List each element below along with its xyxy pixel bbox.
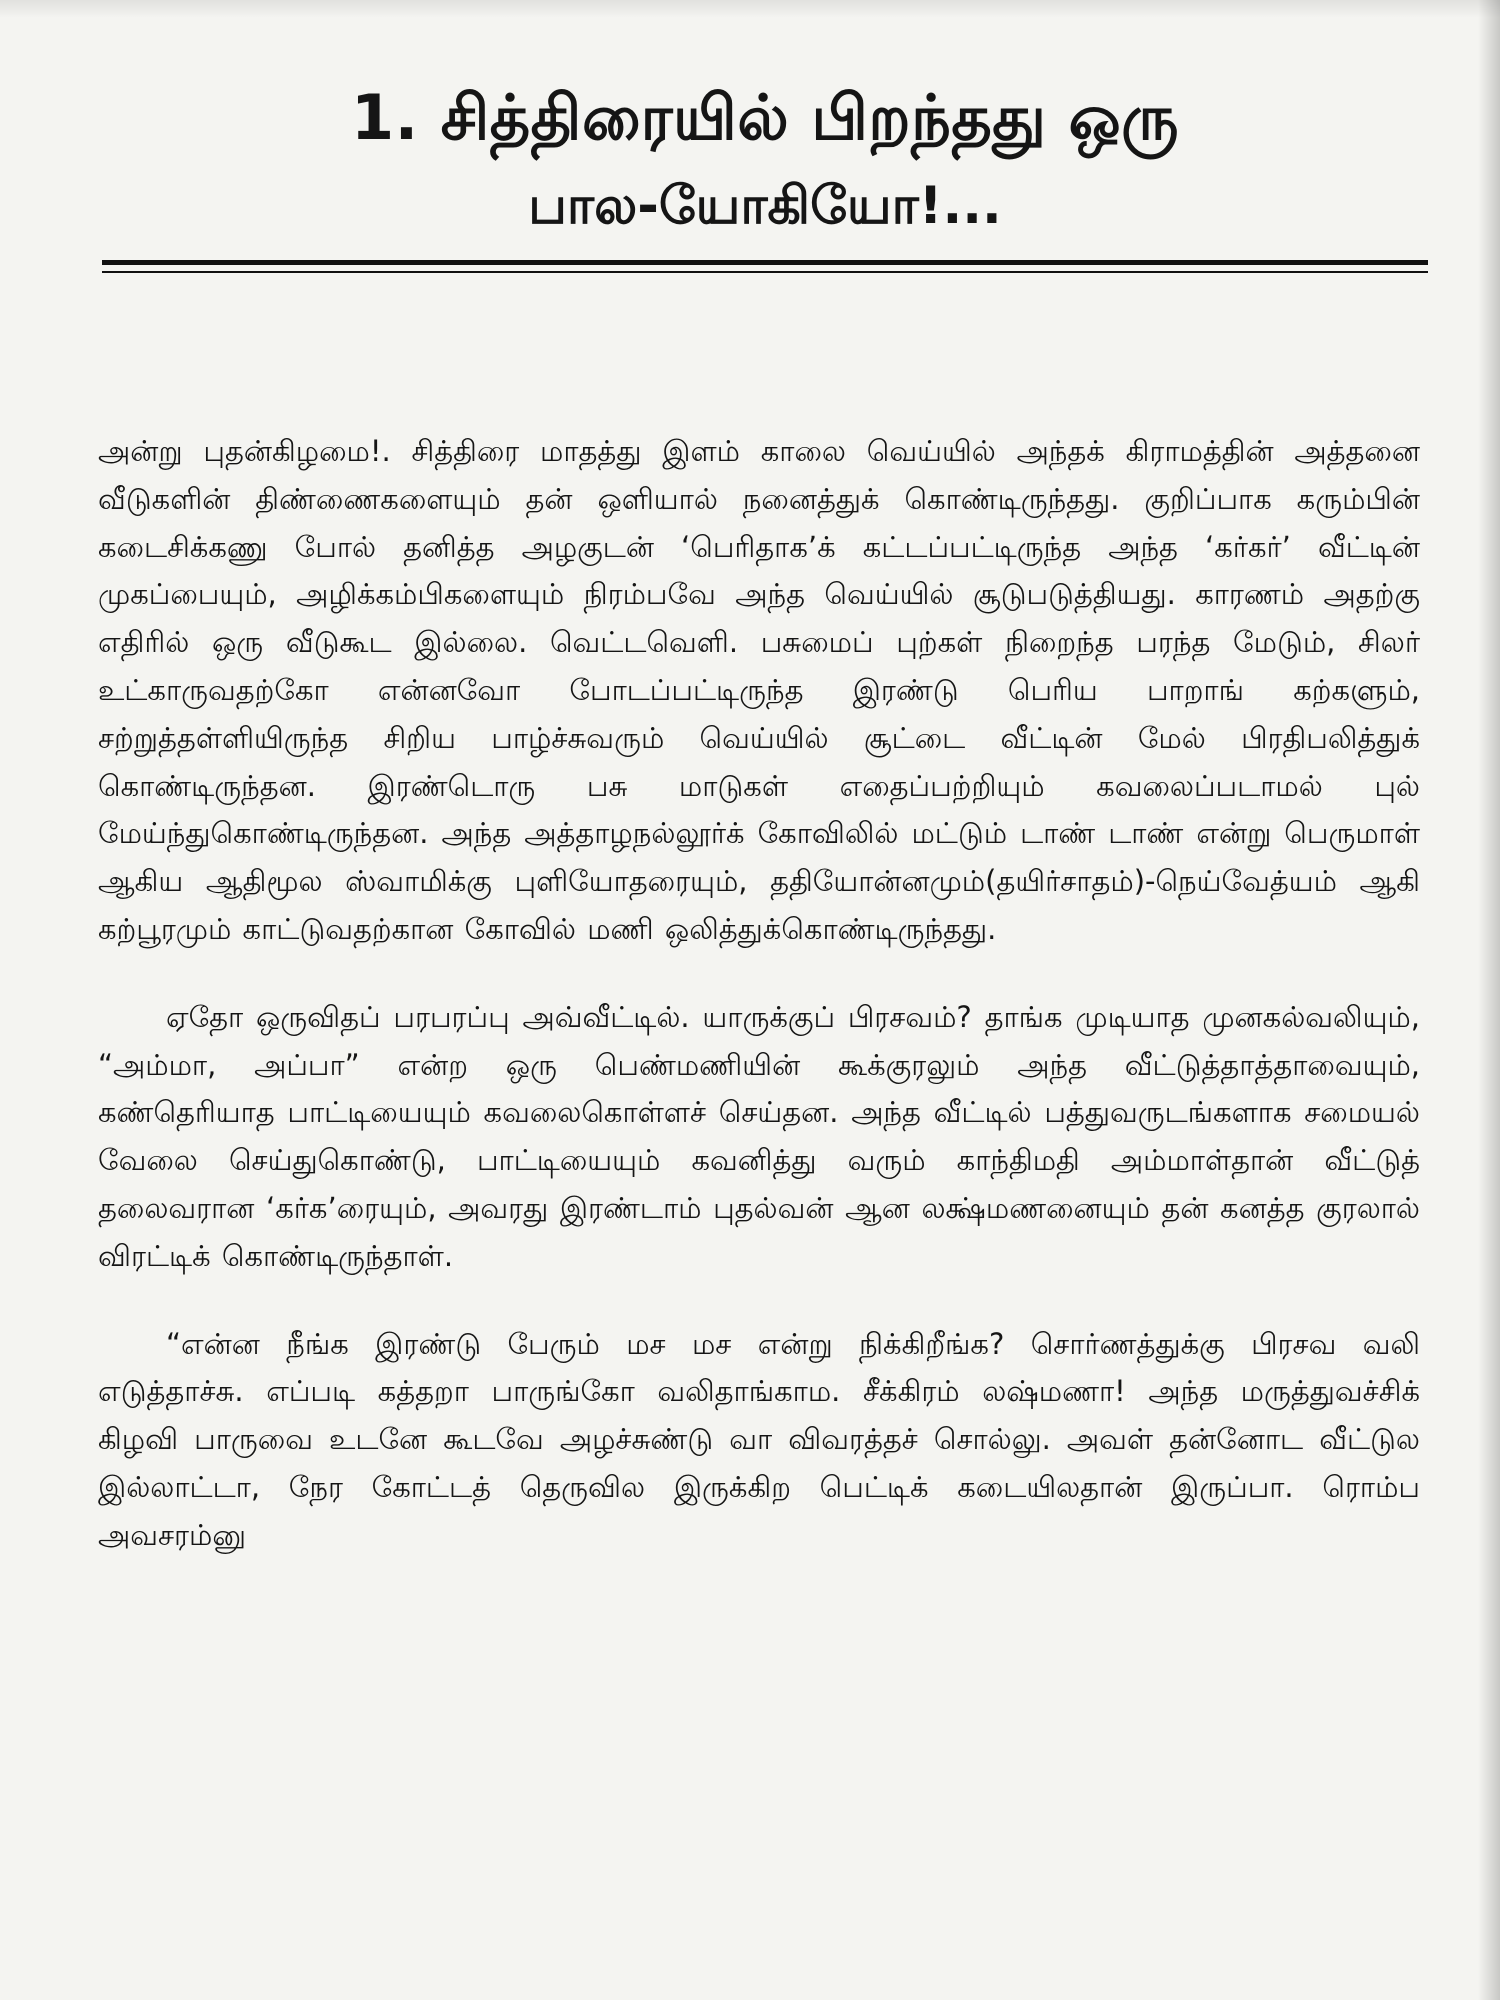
paragraph-3: “என்ன நீங்க இரண்டு பேரும் மச மச என்று நிக்கிறீங்க? சொர்ணத்துக்கு பிரசவ வலி எடுத்தாச்சு. எப்படி கத்தறா பாருங்கோ வலிதாங்காம. சீக்கிரம் லஷ்மணா! அந்த மருத்துவச்சிக் கிழவி பாருவை உடனே கூடவே அழச்சுண்டு வா விவரத்தச் சொல்லு. அவள் தன்னோட வீட்டுல இல்லாட்டா, நேர கோட்டத் தெருவில இருக்கிற பெட்டிக் கடையிலதான் இருப்பா. ரொம்ப அவசரம்னு xyxy=(98,1326,1420,1552)
chapter-body xyxy=(98,428,1420,1560)
page-gutter-shadow xyxy=(1478,0,1500,2000)
title-rule-thin xyxy=(102,271,1428,273)
title-rule-thick xyxy=(102,260,1428,265)
page-top-shadow xyxy=(0,0,1500,18)
chapter-title-line-2: பால-யோகியோ!... xyxy=(528,176,1002,236)
chapter-title-line-1: 1. சித்திரையில் பிறந்தது ஒரு xyxy=(350,81,1180,154)
paragraph-2: ஏதோ ஒருவிதப் பரபரப்பு அவ்வீட்டில். யாருக்குப் பிரசவம்? தாங்க முடியாத முனகல்வலியும், “அம்மா, அப்பா” என்ற ஒரு பெண்மணியின் கூக்குரலும் அந்த வீட்டுத்தாத்தாவையும், கண்தெரியாத பாட்டியையும் கவலைகொள்ளச் செய்தன. அந்த வீட்டில் பத்துவருடங்களாக சமையல் வேலை செய்துகொண்டு, பாட்டியையும் கவனித்து வரும் காந்திமதி அம்மாள்தான் வீட்டுத் தலைவரான ‘கர்க’ரையும், அவரது இரண்டாம் புதல்வன் ஆன லக்ஷ்மணனையும் தன் கனத்த குரலால் விரட்டிக் கொண்டிருந்தாள். xyxy=(98,999,1420,1273)
chapter-title xyxy=(100,70,1430,246)
paragraph-1: அன்று புதன்கிழமை!. சித்திரை மாதத்து இளம் காலை வெய்யில் அந்தக் கிராமத்தின் அத்தனை வீடுகளின் திண்ணைகளையும் தன் ஒளியால் நனைத்துக் கொண்டிருந்தது. குறிப்பாக கரும்பின் கடைசிக்கணு போல் தனித்த அழகுடன் ‘பெரிதாக’க் கட்டப்பட்டிருந்த அந்த ‘கர்கர்’ வீட்டின் முகப்பையும், அழிக்கம்பிகளையும் நிரம்பவே அந்த வெய்யில் சூடுபடுத்தியது. காரணம் அதற்கு எதிரில் ஒரு வீடுகூட இல்லை. வெட்டவெளி. பசுமைப் புற்கள் நிறைந்த பரந்த மேடும், சிலர் உட்காருவதற்கோ என்னவோ போடப்பட்டிருந்த இரண்டு பெரிய பாறாங் கற்களும், சற்றுத்தள்ளியிருந்த சிறிய பாழ்ச்சுவரும் வெய்யில் சூட்டை வீட்டின் மேல் பிரதிபலித்துக் கொண்டிருந்தன. இரண்டொரு பசு மாடுகள் எதைப்பற்றியும் கவலைப்படாமல் புல் மேய்ந்துகொண்டிருந்தன. அந்த அத்தாழநல்லூர்க் கோவிலில் மட்டும் டாண் டாண் என்று பெருமாள் ஆகிய ஆதிமூல ஸ்வாமிக்கு புளியோதரையும், ததியோன்னமும்(தயிர்சாதம்)-நெய்வேத்யம் ஆகி கற்பூரமும் காட்டுவதற்கான கோவில் மணி ஒலித்துக்கொண்டிருந்தது. xyxy=(98,434,1420,946)
